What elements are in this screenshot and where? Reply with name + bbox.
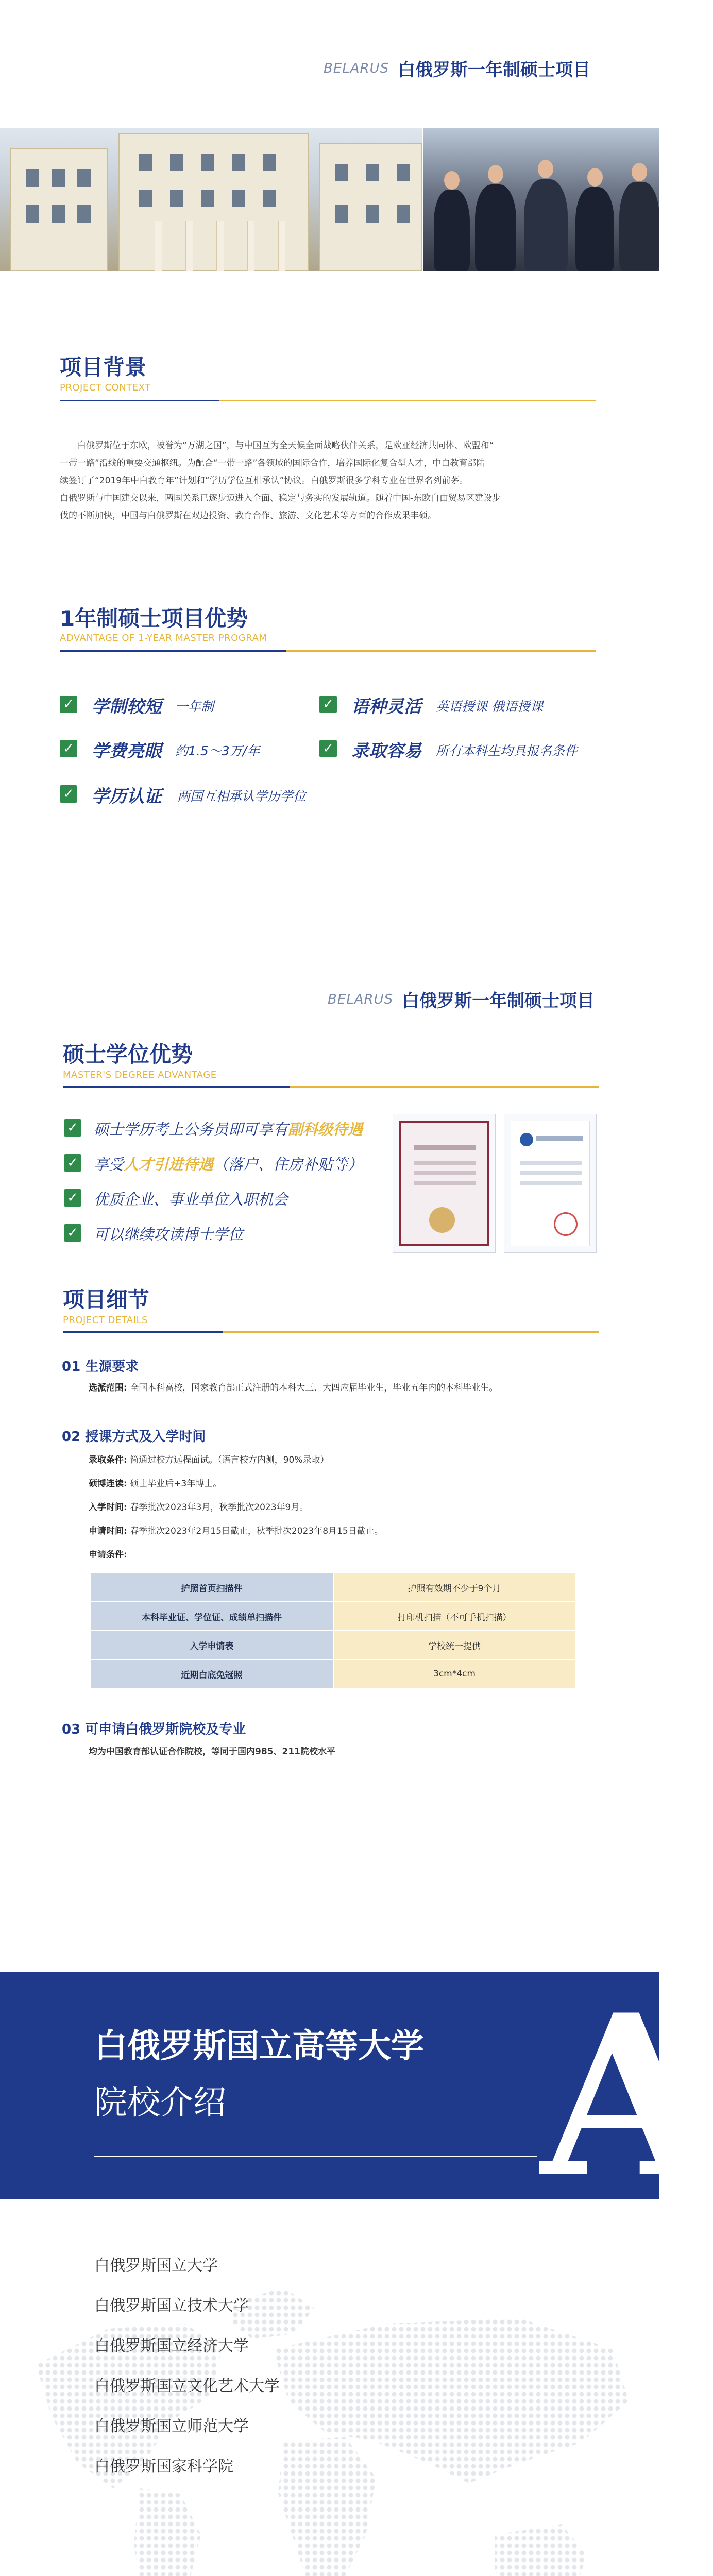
advantage-desc: 所有本科生均具报名条件 <box>436 743 578 758</box>
advantage-desc: 一年制 <box>175 699 214 714</box>
table-cell: 护照首页扫描件 <box>90 1573 333 1602</box>
section-title-advantages: 1年制硕士项目优势 <box>60 606 248 631</box>
table-row <box>90 1659 575 1688</box>
section-divider-primary <box>63 1331 223 1333</box>
campus-building-photo <box>0 128 422 271</box>
details-line: 硕博连读: 硕士毕业后+3年博士。 <box>89 1479 222 1489</box>
header-country: BELARUS <box>328 992 394 1007</box>
section-divider-accent <box>286 650 596 652</box>
university-item: 白俄罗斯国立技术大学 <box>94 2297 249 2315</box>
degree-benefit: 优质企业、事业单位入职机会 <box>94 1191 288 1208</box>
check-icon: ✓ <box>60 785 77 803</box>
check-icon: ✓ <box>319 696 337 713</box>
advantage-desc: 两国互相承认学历学位 <box>177 789 307 804</box>
section-subtitle-details: PROJECT DETAILS <box>63 1315 148 1326</box>
check-icon: ✓ <box>64 1119 81 1137</box>
table-cell: 打印机扫描（不可手机扫描） <box>333 1602 575 1631</box>
section-subtitle-background: PROJECT CONTEXT <box>60 382 151 393</box>
advantage-title: 学制较短 <box>92 697 162 717</box>
table-row <box>90 1573 575 1602</box>
university-item: 白俄罗斯国立文化艺术大学 <box>94 2377 280 2395</box>
section-title-degree: 硕士学位优势 <box>63 1042 193 1067</box>
advantage-title: 学历认证 <box>92 786 162 807</box>
check-icon: ✓ <box>64 1154 81 1172</box>
application-requirements-table <box>90 1572 576 1689</box>
check-icon: ✓ <box>60 696 77 713</box>
certification-document-image <box>504 1114 597 1253</box>
advantage-desc: 约1.5～3万/年 <box>175 743 260 758</box>
table-cell: 本科毕业证、学位证、成绩单扫描件 <box>90 1602 333 1631</box>
delegation-photo <box>423 128 659 271</box>
section-divider-accent <box>219 400 596 401</box>
details-line: 申请时间: 春季批次2023年2月15日截止，秋季批次2023年8月15日截止。 <box>89 1526 383 1536</box>
section-subtitle-advantages: ADVANTAGE OF 1-YEAR MASTER PROGRAM <box>60 633 267 643</box>
check-icon: ✓ <box>60 740 77 757</box>
background-paragraph: 白俄罗斯位于东欧，被誉为“万湖之国”，与中国互为全天候全面战略伙伴关系，是欧亚经济共同体、欧盟和“ <box>77 440 494 451</box>
section-title-details: 项目细节 <box>63 1287 150 1312</box>
background-paragraph: 一带一路”沿线的重要交通枢纽。为配合“一带一路”各领域的国际合作，培养国际化复合型人才，中白教育部陆 <box>60 458 485 468</box>
banner-letter: A <box>541 1967 713 2227</box>
section-title-background: 项目背景 <box>60 354 147 380</box>
details-line: 入学时间: 春季批次2023年3月，秋季批次2023年9月。 <box>89 1502 309 1513</box>
university-item: 白俄罗斯国立经济大学 <box>94 2337 249 2355</box>
university-item: 白俄罗斯国立大学 <box>94 2257 218 2275</box>
check-icon: ✓ <box>64 1189 81 1207</box>
details-line: 均为中国教育部认证合作院校，等同于国内985、211院校水平 <box>89 1747 335 1757</box>
section-divider-primary <box>60 400 219 401</box>
section-subtitle-degree: MASTER'S DEGREE ADVANTAGE <box>63 1070 217 1080</box>
table-row <box>90 1631 575 1659</box>
banner-subtitle: 院校介绍 <box>94 2084 226 2122</box>
table-row <box>90 1602 575 1631</box>
details-heading-1: 01 生源要求 <box>62 1359 139 1375</box>
table-cell: 护照有效期不少于9个月 <box>333 1573 575 1602</box>
background-paragraph: 续签订了“2019年中白教育年”计划和“学历学位互相承认”协议。白俄罗斯很多学科专业在世界名列前茅。 <box>60 476 468 486</box>
details-line: 录取条件: 简通过校方远程面试。（语言校方内测，90%录取） <box>89 1455 329 1465</box>
table-cell: 学校统一提供 <box>333 1631 575 1659</box>
details-line: 申请条件: <box>89 1550 127 1560</box>
advantage-title: 语种灵活 <box>351 697 421 717</box>
details-heading-3: 03 可申请白俄罗斯院校及专业 <box>62 1722 246 1737</box>
table-cell: 近期白底免冠照 <box>90 1659 333 1688</box>
section-divider-accent <box>290 1086 599 1088</box>
table-cell: 3cm*4cm <box>333 1659 575 1688</box>
degree-benefit: 硕士学历考上公务员即可享有副科级待遇 <box>94 1121 363 1138</box>
background-paragraph: 伐的不断加快，中国与白俄罗斯在双边投资、教育合作、旅游、文化艺术等方面的合作成果丰硕。 <box>60 511 436 521</box>
background-paragraph: 白俄罗斯与中国建交以来，两国关系已逐步迈进入全面、稳定与务实的发展轨道。随着中国-东欧自由贸易区建设步 <box>60 493 501 503</box>
header-country: BELARUS <box>324 61 389 76</box>
degree-benefit: 可以继续攻读博士学位 <box>94 1226 244 1243</box>
header-program-title: 白俄罗斯一年制硕士项目 <box>398 60 590 80</box>
details-heading-2: 02 授课方式及入学时间 <box>62 1429 206 1445</box>
degree-benefit: 享受人才引进待遇（落户、住房补贴等） <box>94 1156 363 1173</box>
check-icon: ✓ <box>64 1224 81 1242</box>
advantage-desc: 英语授课 俄语授课 <box>436 699 543 714</box>
diploma-certificate-image <box>393 1114 496 1253</box>
section-divider-primary <box>60 650 286 652</box>
banner-divider <box>94 2156 537 2157</box>
section-divider-primary <box>63 1086 290 1088</box>
university-item: 白俄罗斯国立师范大学 <box>94 2417 249 2435</box>
details-line: 选派范围: 全国本科高校，国家教育部正式注册的本科大三、大四应届毕业生，毕业五年内的本科毕业生。 <box>89 1383 498 1393</box>
advantage-title: 录取容易 <box>351 741 421 761</box>
header-program-title: 白俄罗斯一年制硕士项目 <box>402 991 595 1011</box>
advantage-title: 学费亮眼 <box>92 741 162 761</box>
section-divider-accent <box>223 1331 599 1333</box>
university-item: 白俄罗斯国家科学院 <box>94 2458 233 2476</box>
check-icon: ✓ <box>319 740 337 757</box>
banner-title: 白俄罗斯国立高等大学 <box>94 2027 424 2065</box>
table-cell: 入学申请表 <box>90 1631 333 1659</box>
